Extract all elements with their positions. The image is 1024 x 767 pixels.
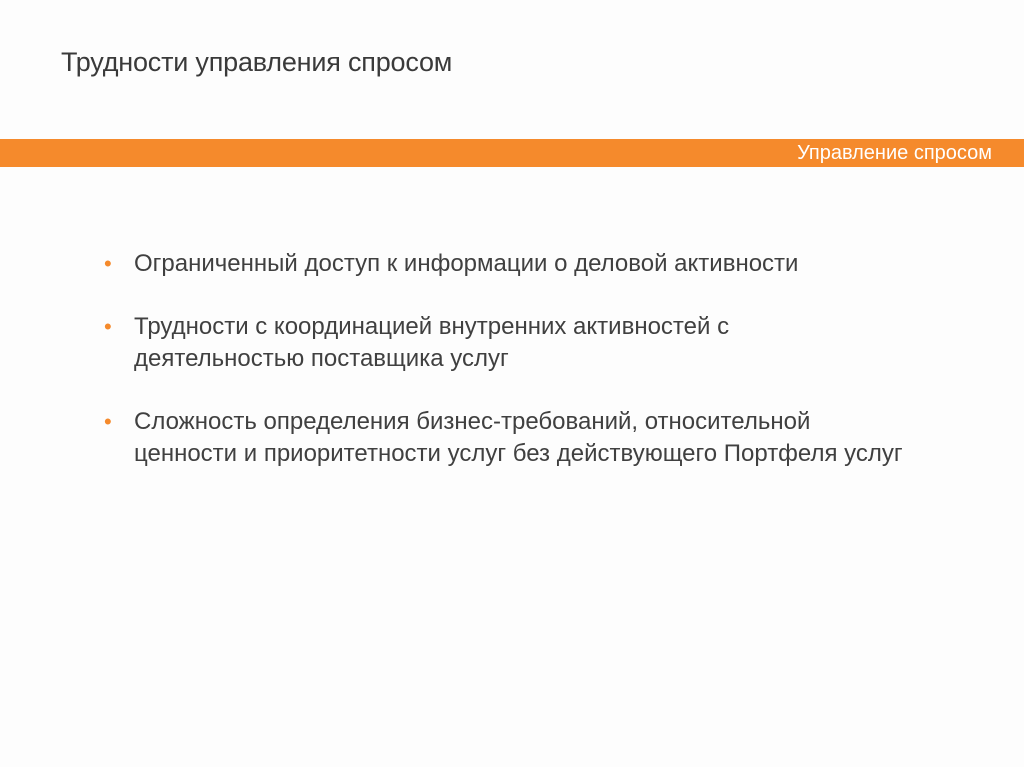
- section-label: Управление спросом: [797, 142, 992, 164]
- bullet-list: [104, 248, 904, 501]
- bullet-item: [104, 311, 904, 375]
- bullet-text: Ограниченный доступ к информации о деловой активности: [134, 250, 799, 277]
- bullet-icon: •: [104, 314, 112, 339]
- slide-title: Трудности управления спросом: [61, 47, 453, 77]
- bullet-icon: •: [104, 251, 112, 276]
- bullet-text: Трудности с координацией внутренних активностей с деятельностью поставщика услуг: [134, 313, 730, 372]
- bullet-text: Сложность определения бизнес-требований, относительной ценности и приоритетности услуг без действующего Портфеля услуг: [134, 408, 903, 467]
- bullet-item: [104, 406, 904, 470]
- bullet-item: [104, 248, 904, 280]
- section-header-bar: [0, 139, 1024, 167]
- bullet-icon: •: [104, 409, 112, 434]
